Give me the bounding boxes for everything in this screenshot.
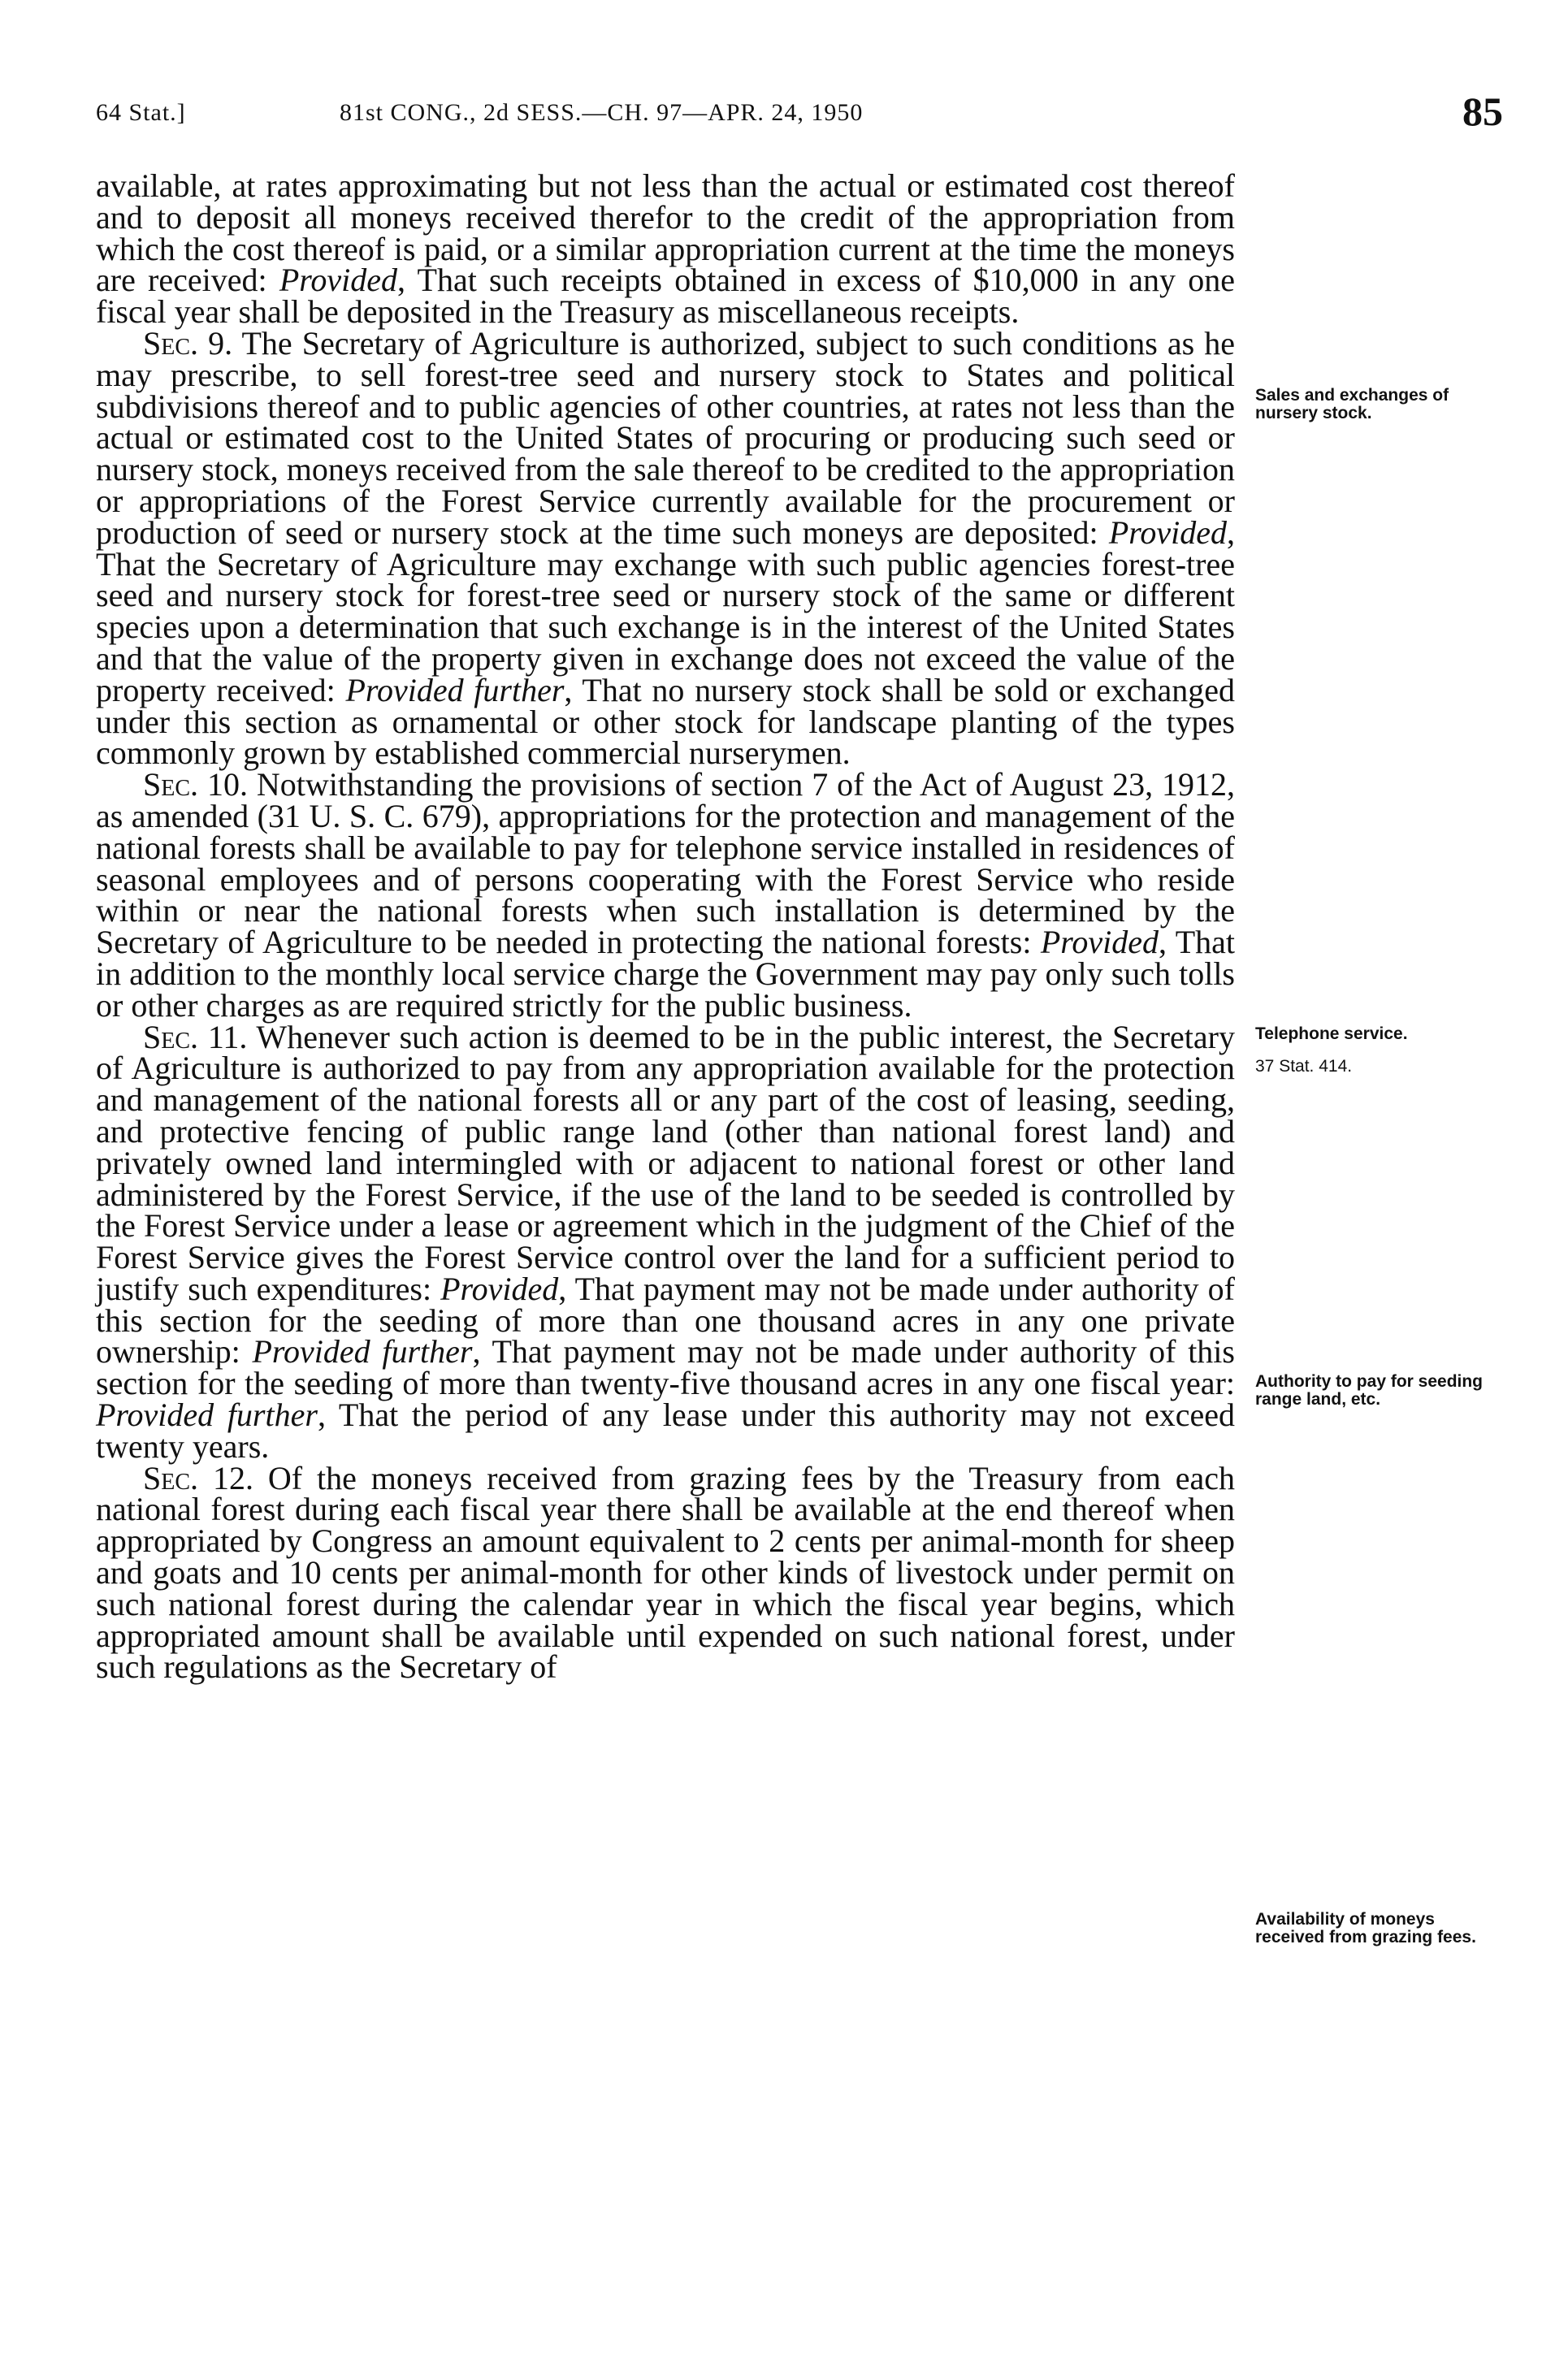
page-header	[96, 88, 1503, 145]
paragraph-section-9	[96, 324, 1235, 772]
paragraph-text: , That the Secretary of Agriculture may exchange with such public agencies forest-tree seed and nursery stock for forest-tree seed or nursery stock of the same or different species upon a determination that such exchange is in the interest of the United States and that the value of the property given in exchange does not exceed the value of the property received:	[96, 513, 1235, 708]
proviso-italic: Provided further	[345, 671, 565, 708]
margin-note-availability	[1255, 1911, 1499, 1946]
proviso-italic: Provided further	[96, 1397, 318, 1434]
running-head: 81st CONG., 2d SESS.—CH. 97—APR. 24, 1950	[340, 99, 864, 126]
proviso-italic: Provided	[440, 1270, 559, 1307]
paragraph-text: . 12. Of the moneys received from grazing fees by the Treasury from each national forest during each fiscal year there shall be available at the end thereof when appropriated by Congress an amount equivalent to 2 cents per animal-month for sheep and goats and 10 cents per animal-month for other kinds of livestock under permit on such national forest during the calendar year in which the fiscal year begins, which appropriated amount shall be available until expended on such national forest, under such regulations as the Secretary of	[96, 1459, 1235, 1686]
page-number: 85	[1462, 89, 1503, 134]
paragraph-section-10	[96, 766, 1236, 1024]
section-label: Sec	[143, 1459, 191, 1496]
paragraph-text: , That such receipts obtained in excess of $10,000 in any one fiscal year shall be deposited in the Treasury as miscellaneous receipts.	[96, 262, 1235, 331]
margin-note-availability-text: Availability of moneys received from grazing fees.	[1255, 1910, 1476, 1946]
proviso-italic: Provided further	[252, 1333, 473, 1371]
paragraph-text: , That no nursery stock shall be sold or exchanged under this section as ornamental or other stock for landscape planting of the types commonly grown by established commercial nurserymen.	[96, 671, 1235, 772]
paragraph-section-12	[96, 1459, 1235, 1686]
proviso-italic: Provided	[279, 262, 397, 299]
proviso-italic: Provided	[1108, 513, 1227, 551]
main-text-column	[96, 167, 1236, 1686]
margin-note-authority	[1255, 1373, 1499, 1409]
paragraph-text: , That payment may not be made under authority of this section for the seeding of more than twenty-five thousand acres in any one fiscal year:	[96, 1333, 1235, 1402]
paragraph-text: , That payment may not be made under authority of this section for the seeding of more than one thousand acres in any one private ownership:	[96, 1270, 1235, 1371]
paragraph-text: . 10. Notwithstanding the provisions of section 7 of the Act of August 23, 1912, as amended (31 U. S. C. 679), appropriations for the protection and management of the national forests shall be available to pay for telephone service installed in residences of seasonal employees and of persons cooperating with the Forest Service who reside within or near the national forests when such installation is determined by the Secretary of Agriculture to be needed in protecting the national forests:	[96, 766, 1235, 961]
paragraph-continuation	[96, 167, 1235, 331]
section-label: Sec	[143, 324, 191, 362]
margin-note-authority-text: Authority to pay for seeding range land, etc.	[1255, 1372, 1484, 1409]
section-label: Sec	[143, 766, 191, 803]
margin-note-telephone	[1255, 1025, 1499, 1076]
paragraph-text: . 11. Whenever such action is deemed to be in the public interest, the Secretary of Agriculture is authorized to pay from any appropriation available for the protection and management of the national forests all or any part of the cost of leasing, seeding, and protective fencing of public range land (other than national forest land) and privately owned land intermingled with or adjacent to national forest or other land administered by the Forest Service, if the use of the land to be seeded is controlled by the Forest Service under a lease or agreement which in the judgment of the Chief of the Forest Service gives the Forest Service control over the land for a sufficient period to justify such expenditures:	[96, 1018, 1235, 1307]
proviso-italic: Provided	[1040, 924, 1159, 961]
margin-note-sales	[1255, 387, 1499, 422]
statute-reference: 64 Stat.]	[96, 99, 186, 126]
margin-note-telephone-text: Telephone service.	[1255, 1024, 1408, 1043]
paragraph-section-11	[96, 1018, 1235, 1465]
paragraph-text: available, at rates approximating but not less than the actual or estimated cost thereof and to deposit all moneys received therefor to the credit of the appropriation from which the cost thereof is paid, or a similar appropriation current at the time the moneys are received:	[96, 167, 1235, 299]
margin-note-telephone-citation: 37 Stat. 414.	[1255, 1057, 1353, 1076]
paragraph-text: , That the period of any lease under this authority may not exceed twenty years.	[96, 1397, 1235, 1465]
section-label: Sec	[143, 1018, 191, 1055]
margin-note-sales-text: Sales and exchanges of nursery stock.	[1255, 386, 1449, 422]
paragraph-text: . 9. The Secretary of Agriculture is authorized, subject to such conditions as he may prescribe, to sell forest-tree seed and nursery stock to States and political subdivisions thereof and to public agencies of other countries, at rates not less than the actual or estimated cost to the United States of procuring or producing such seed or nursery stock, moneys received from the sale thereof to be credited to the appropriation or appropriations of the Forest Service currently available for the procurement or production of seed or nursery stock at the time such moneys are deposited:	[96, 324, 1235, 551]
paragraph-text: , That in addition to the monthly local service charge the Government may pay only such tolls or other charges as are required strictly for the public business.	[96, 924, 1236, 1024]
